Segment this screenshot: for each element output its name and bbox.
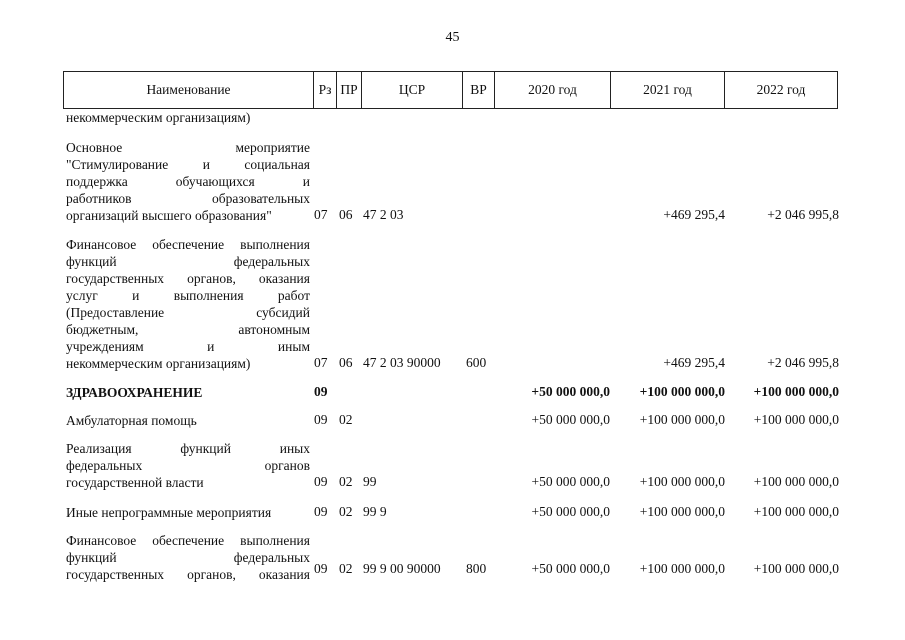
row-name-line: Основное мероприятие — [66, 140, 310, 155]
cell-pr: 02 — [339, 561, 353, 576]
table-row — [66, 236, 310, 372]
row-name-line: "Стимулирование и социальная — [66, 157, 310, 172]
cell-csr: 47 2 03 90000 — [363, 355, 441, 370]
cell-rz: 09 — [314, 412, 328, 427]
row-name-line: государственных органов, оказания — [66, 271, 310, 286]
cell-pr: 02 — [339, 474, 353, 489]
cell-rz: 09 — [314, 504, 328, 519]
row-name-line: поддержка обучающихся и — [66, 174, 310, 189]
cell-rz: 09 — [314, 474, 328, 489]
cell-csr: 99 9 00 90000 — [363, 561, 441, 576]
cell-2021: +100 000 000,0 — [639, 384, 725, 399]
cell-pr: 02 — [339, 412, 353, 427]
cell-2021: +100 000 000,0 — [639, 412, 725, 427]
table-row — [66, 412, 310, 429]
cell-pr: 06 — [339, 355, 353, 370]
cell-2021: +100 000 000,0 — [639, 474, 725, 489]
cell-2020: +50 000 000,0 — [531, 474, 610, 489]
cell-2020: +50 000 000,0 — [531, 504, 610, 519]
row-name-line: государственной власти — [66, 475, 204, 490]
cell-2021: +100 000 000,0 — [639, 504, 725, 519]
table-row — [66, 532, 310, 583]
cell-vr: 800 — [466, 561, 487, 576]
row-name-line: (Предоставление субсидий — [66, 305, 310, 320]
cell-2022: +100 000 000,0 — [753, 504, 839, 519]
row-name-line: учреждениям и иным — [66, 339, 310, 354]
header-vr: ВР — [463, 72, 495, 108]
row-name-line: федеральных органов — [66, 458, 310, 473]
header-2021: 2021 год — [611, 72, 725, 108]
cell-pr: 02 — [339, 504, 353, 519]
row-name-line: Финансовое обеспечение выполнения — [66, 237, 310, 252]
table-row — [66, 504, 310, 521]
header-csr: ЦСР — [362, 72, 463, 108]
cell-2022: +100 000 000,0 — [753, 561, 839, 576]
cell-2022: +100 000 000,0 — [753, 384, 839, 399]
cell-rz: 09 — [314, 561, 328, 576]
cell-2020: +50 000 000,0 — [531, 412, 610, 427]
continuation-text: некоммерческим организациям) — [66, 110, 251, 125]
row-name-line: услуг и выполнения работ — [66, 288, 310, 303]
cell-2020: +50 000 000,0 — [531, 561, 610, 576]
table-row — [66, 384, 310, 401]
cell-2022: +100 000 000,0 — [753, 412, 839, 427]
row-name-line: организаций высшего образования" — [66, 208, 272, 223]
cell-csr: 99 — [363, 474, 377, 489]
row-name-line: государственных органов, оказания — [66, 567, 310, 582]
row-name-line: некоммерческим организациям) — [66, 356, 251, 371]
header-2022: 2022 год — [756, 82, 806, 97]
header-name: Наименование — [64, 72, 314, 108]
page-number: 45 — [445, 30, 460, 45]
header-2020: 2020 год — [495, 72, 611, 108]
table-row — [66, 139, 310, 224]
row-name-line: Амбулаторная помощь — [66, 413, 197, 428]
row-name-line: ЗДРАВООХРАНЕНИЕ — [66, 385, 203, 400]
table-header — [63, 71, 838, 109]
cell-2021: +100 000 000,0 — [639, 561, 725, 576]
cell-2021: +469 295,4 — [663, 355, 725, 370]
header-pr: ПР — [337, 72, 362, 108]
cell-2021: +469 295,4 — [663, 207, 725, 222]
cell-2020: +50 000 000,0 — [531, 384, 610, 399]
row-name-line: функций федеральных — [66, 254, 310, 269]
cell-rz: 07 — [314, 355, 328, 370]
row-name-line: Реализация функций иных — [66, 441, 310, 456]
cell-2022: +2 046 995,8 — [767, 207, 839, 222]
cell-pr: 06 — [339, 207, 353, 222]
cell-2022: +100 000 000,0 — [753, 474, 839, 489]
cell-rz: 07 — [314, 207, 328, 222]
cell-vr: 600 — [466, 355, 487, 370]
row-name-line: Финансовое обеспечение выполнения — [66, 533, 310, 548]
table-row — [66, 440, 310, 491]
row-name-line: бюджетным, автономным — [66, 322, 310, 337]
cell-2022: +2 046 995,8 — [767, 355, 839, 370]
header-rz: Рз — [314, 72, 337, 108]
cell-csr: 99 9 — [363, 504, 387, 519]
cell-csr: 47 2 03 — [363, 207, 404, 222]
row-name-line: Иные непрограммные мероприятия — [66, 505, 272, 520]
cell-rz: 09 — [314, 384, 328, 399]
row-name-line: работников образовательных — [66, 191, 310, 206]
row-name-line: функций федеральных — [66, 550, 310, 565]
